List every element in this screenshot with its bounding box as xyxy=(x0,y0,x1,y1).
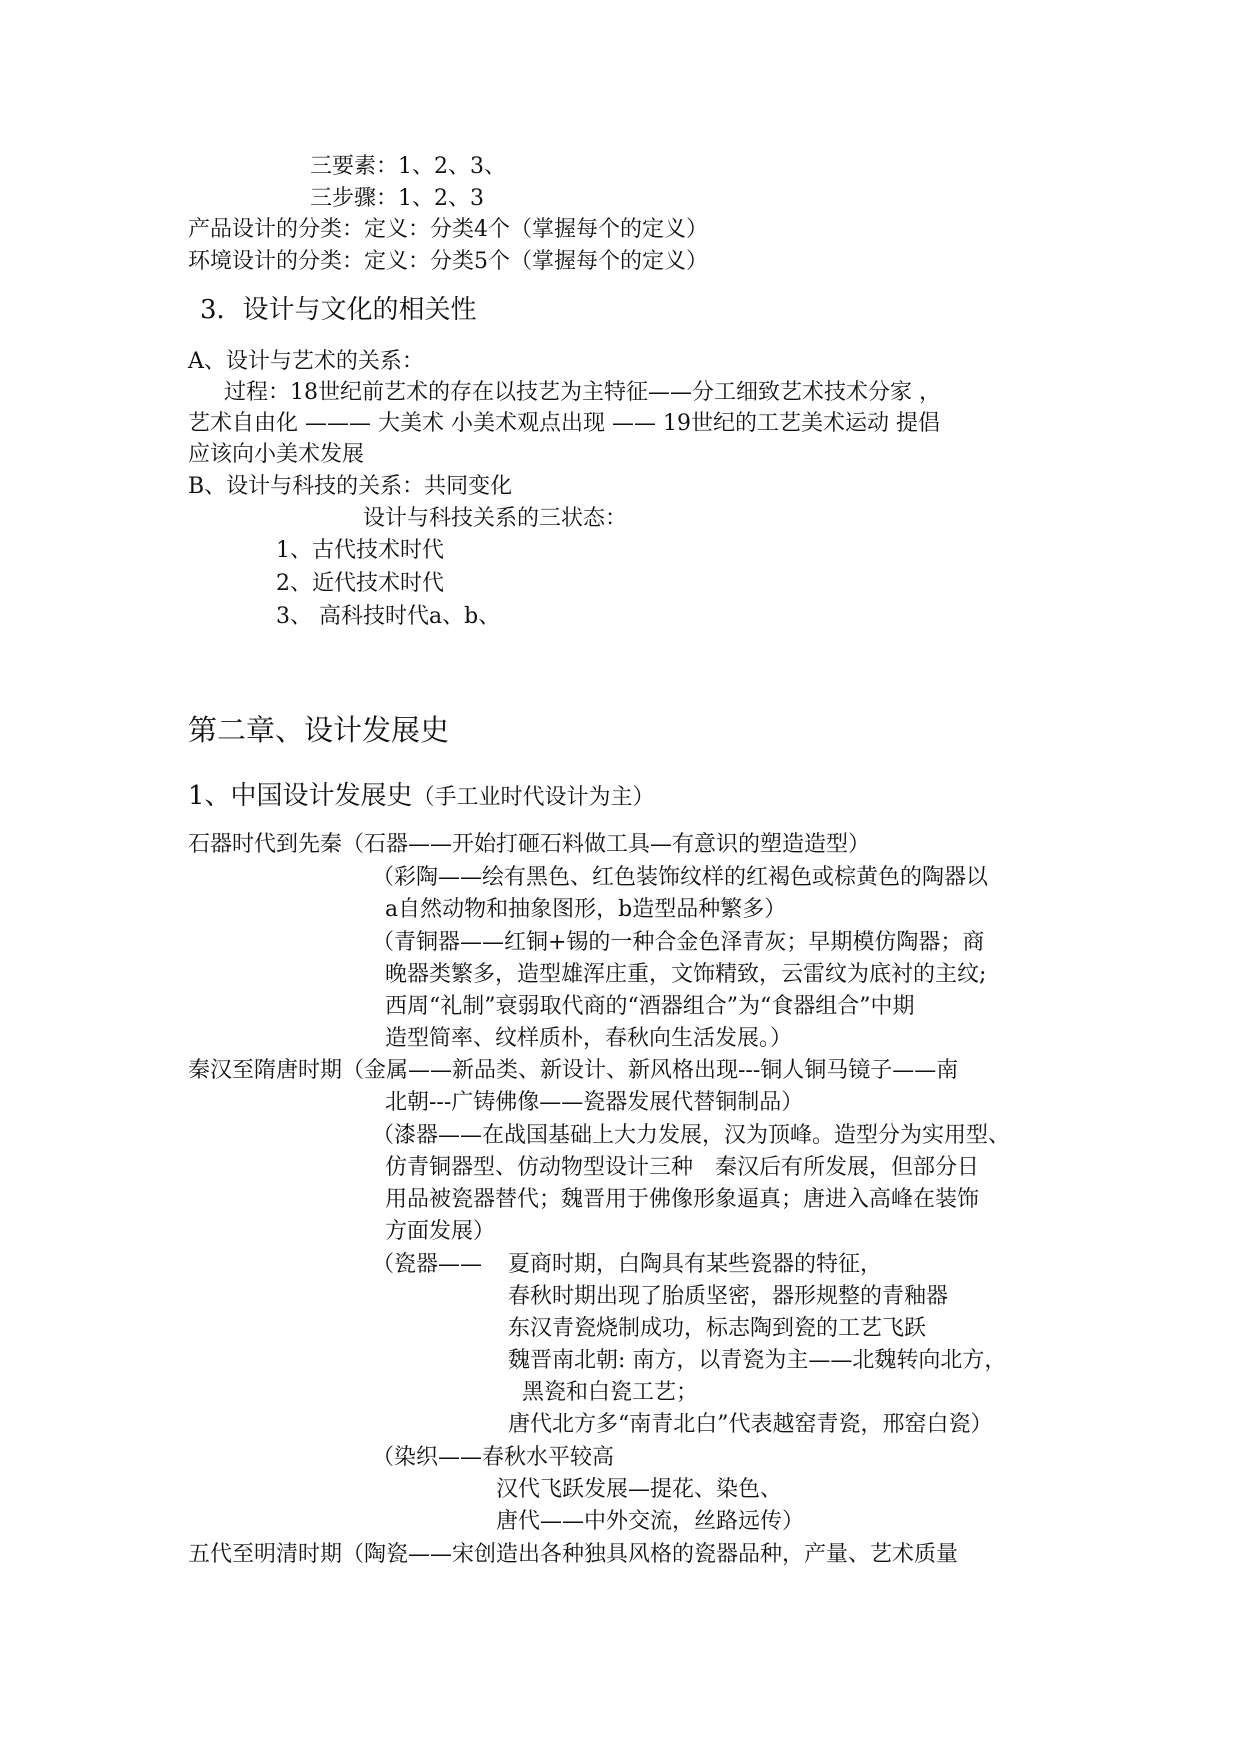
text-line: （瓷器—— xyxy=(372,1252,483,1277)
text-line: 产品设计的分类：定义：分类4个（掌握每个的定义） xyxy=(188,217,708,242)
text-line: 春秋时期出现了胎质坚密，器形规整的青釉器 xyxy=(508,1284,949,1309)
text-line: （彩陶——绘有黑色、红色装饰纹样的红褐色或棕黄色的陶器以 xyxy=(372,865,989,890)
text-line: 唐代北方多“南青北白”代表越窑青瓷，邢窑白瓷） xyxy=(508,1412,993,1437)
subsection-title: 1、中国设计发展史 xyxy=(188,781,413,811)
text-line: A、设计与艺术的关系： xyxy=(188,349,424,374)
text-line: 夏商时期，白陶具有某些瓷器的特征， xyxy=(508,1252,883,1277)
section-heading: 3．设计与文化的相关性 xyxy=(200,295,477,325)
text-line: 艺术自由化 ——— 大美术 小美术观点出现 —— 19世纪的工艺美术运动 提倡 xyxy=(188,411,940,436)
text-line: 五代至明清时期（陶瓷——宋创造出各种独具风格的瓷器品种，产量、艺术质量 xyxy=(188,1542,959,1567)
text-line: 三步骤：1、2、3 xyxy=(310,186,484,211)
list-item: 1、古代技术时代 xyxy=(276,538,444,563)
text-line: 用品被瓷器替代；魏晋用于佛像形象逼真；唐进入高峰在装饰 xyxy=(385,1187,980,1212)
text-line: 造型简率、纹样质朴，春秋向生活发展。） xyxy=(385,1026,793,1051)
text-line: 过程：18世纪前艺术的存在以技艺为主特征——分工细致艺术技术分家 ， xyxy=(224,380,941,405)
text-line: B、设计与科技的关系：共同变化 xyxy=(188,474,513,499)
text-line: 方面发展） xyxy=(385,1219,496,1244)
list-item: 3、 高科技时代a、b、 xyxy=(276,604,501,629)
text-line: 应该向小美术发展 xyxy=(188,442,365,467)
text-line: 魏晋南北朝: 南方，以青瓷为主——北魏转向北方， xyxy=(508,1348,1007,1373)
text-line: 三要素：1、2、3、 xyxy=(310,154,506,179)
subsection-note: （手工业时代设计为主） xyxy=(412,785,655,810)
text-line: a自然动物和抽象图形，b造型品种繁多） xyxy=(385,897,787,922)
text-line: 北朝---广铸佛像——瓷器发展代替铜制品） xyxy=(385,1090,804,1115)
text-line: 秦汉至隋唐时期（金属——新品类、新设计、新风格出现---铜人铜马镜子——南 xyxy=(188,1058,959,1083)
subsection-heading xyxy=(188,778,655,816)
text-line: （染织——春秋水平较高 xyxy=(372,1445,615,1470)
text-line: 西周“礼制”衰弱取代商的“酒器组合”为“食器组合”中期 xyxy=(385,994,915,1019)
text-line: （漆器——在战国基础上大力发展，汉为顶峰。造型分为实用型、 xyxy=(372,1123,1011,1148)
text-line: 仿青铜器型、仿动物型设计三种 秦汉后有所发展，但部分日 xyxy=(385,1155,980,1180)
text-line: 黑瓷和白瓷工艺； xyxy=(522,1380,699,1405)
text-line: 环境设计的分类：定义：分类5个（掌握每个的定义） xyxy=(188,249,708,274)
text-line: （青铜器——红铜+锡的一种合金色泽青灰；早期模仿陶器；商 xyxy=(372,930,985,955)
text-line: 石器时代到先秦（石器——开始打砸石料做工具—有意识的塑造造型） xyxy=(188,832,871,857)
text-line: 汉代飞跃发展—提花、染色、 xyxy=(496,1477,783,1502)
list-item: 2、近代技术时代 xyxy=(276,571,444,596)
text-line: 唐代——中外交流，丝路远传） xyxy=(496,1509,805,1534)
text-line: 设计与科技关系的三状态： xyxy=(363,506,628,531)
chapter-title: 第二章、设计发展史 xyxy=(188,713,450,747)
text-line: 东汉青瓷烧制成功，标志陶到瓷的工艺飞跃 xyxy=(508,1316,927,1341)
text-line: 晚器类繁多，造型雄浑庄重，文饰精致，云雷纹为底衬的主纹; xyxy=(385,962,987,987)
